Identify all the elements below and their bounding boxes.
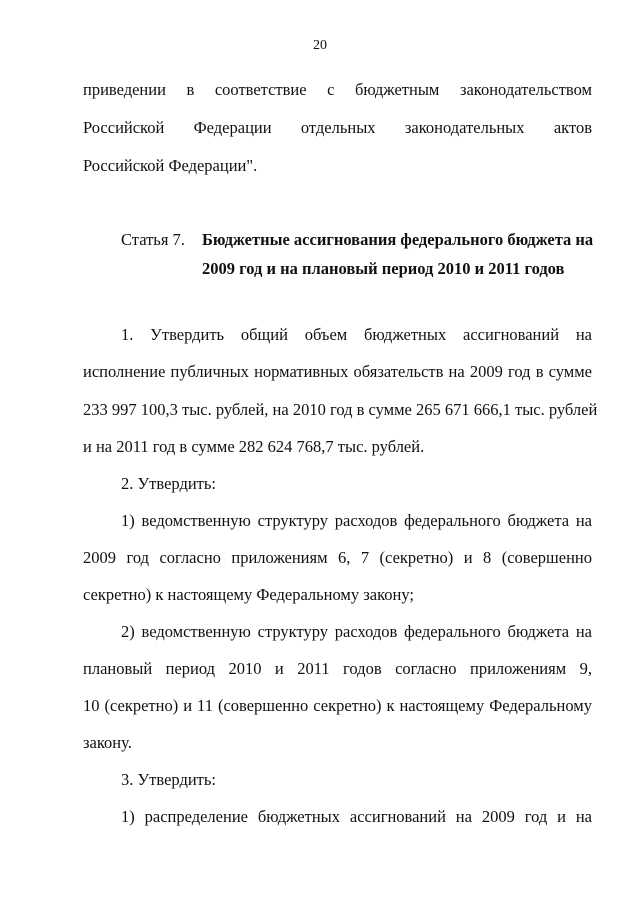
item-2-line-3: 10 (секретно) и 11 (совершенно секретно) к настоящему Федеральному	[83, 696, 592, 715]
continuation-line-1: приведении в соответствие с бюджетным законодательством	[83, 80, 592, 99]
continuation-line-3: Российской Федерации".	[83, 156, 258, 175]
continuation-line-2: Российской Федерации отдельных законодательных актов	[83, 118, 592, 137]
article-title-line-2: 2009 год и на плановый период 2010 и 2011 годов	[202, 259, 565, 278]
item-1-line-2: 2009 год согласно приложениям 6, 7 (секретно) и 8 (совершенно	[83, 548, 592, 567]
item-2-line-1: 2) ведомственную структуру расходов федерального бюджета на	[121, 622, 592, 641]
paragraph-1-line-2: исполнение публичных нормативных обязательств на 2009 год в сумме	[83, 362, 592, 381]
paragraph-1-line-3: 233 997 100,3 тыс. рублей, на 2010 год в сумме 265 671 666,1 тыс. рублей	[83, 400, 598, 419]
item-1-line-1: 1) ведомственную структуру расходов федерального бюджета на	[121, 511, 592, 530]
item-2-line-2: плановый период 2010 и 2011 годов согласно приложениям 9,	[83, 659, 592, 678]
item-1-line-3: секретно) к настоящему Федеральному закону;	[83, 585, 414, 604]
article-title-line-1: Бюджетные ассигнования федерального бюджета на	[202, 230, 594, 249]
paragraph-2-heading: 2. Утвердить:	[121, 474, 216, 493]
paragraph-1-line-1: 1. Утвердить общий объем бюджетных ассигнований на	[121, 325, 592, 344]
article-label: Статья 7.	[121, 230, 185, 249]
paragraph-1-line-4: и на 2011 год в сумме 282 624 768,7 тыс. рублей.	[83, 437, 425, 456]
paragraph-3-heading: 3. Утвердить:	[121, 770, 216, 789]
page-number: 20	[313, 38, 327, 53]
item-3-line-1: 1) распределение бюджетных ассигнований на 2009 год и на	[121, 807, 592, 826]
item-2-line-4: закону.	[83, 733, 132, 752]
